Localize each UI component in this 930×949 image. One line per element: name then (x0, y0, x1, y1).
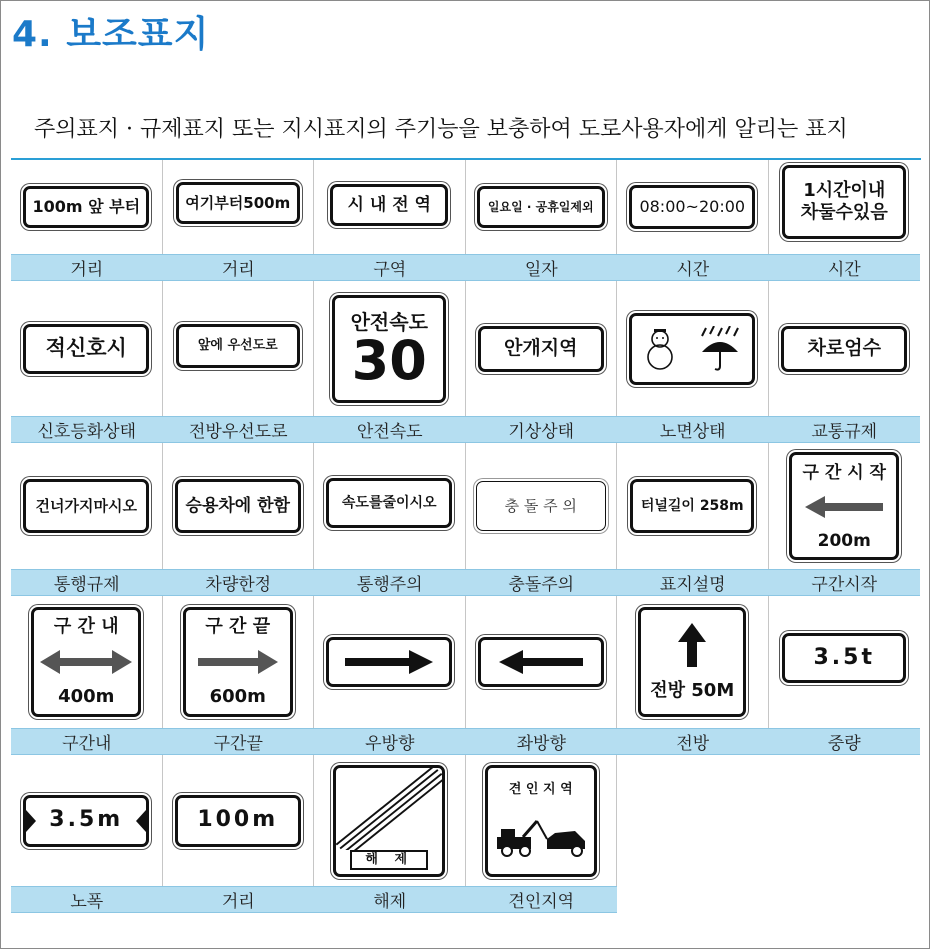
sign-caption: 교통규제 (769, 416, 921, 443)
sign-row (11, 596, 921, 755)
left-triangle-icon (26, 810, 36, 832)
tow-truck-icon (493, 815, 589, 859)
sign-caption: 견인지역 (466, 886, 618, 913)
sign-line: 200m (817, 530, 871, 551)
plate-sign (782, 165, 906, 239)
plate-sign (789, 452, 899, 560)
sign-caption: 좌방향 (466, 728, 618, 755)
plate-sign: 3.5t (782, 633, 906, 683)
right-arrow-icon (343, 649, 435, 675)
intro-text: 주의표지 · 규제표지 또는 지시표지의 주기능을 보충하여 도로사용자에게 알리는 표지 (34, 117, 848, 142)
plate-sign (31, 607, 141, 717)
sign-line: 600m (209, 686, 266, 708)
section-title: 4. 보조표지 (12, 14, 210, 55)
sign-cell (466, 596, 618, 755)
speed-value: 30 (351, 328, 427, 392)
sign-caption: 구역 (314, 254, 466, 281)
sign-cell (163, 281, 315, 443)
plate-sign: 건너가지마시오 (23, 479, 149, 533)
plate-sign (638, 607, 746, 717)
plate-sign: 앞에 우선도로 (176, 324, 300, 368)
sign-caption: 해제 (314, 886, 466, 913)
plate-sign: 승용차에 한함 (175, 479, 301, 533)
sign-line: 안전속도 (350, 309, 428, 334)
left-arrow-icon (803, 494, 885, 520)
sign-caption: 거리 (11, 254, 163, 281)
sign-line: 전방 50M (650, 680, 735, 702)
sign-caption: 노폭 (11, 886, 163, 913)
plate-sign: 터널길이 258m (630, 479, 754, 533)
diagonal-stripes-icon (336, 768, 442, 850)
sign-line: 구 간 시 작 (802, 463, 886, 483)
sign-cell (769, 596, 921, 755)
up-arrow-icon (677, 622, 707, 668)
sign-caption: 전방우선도로 (163, 416, 315, 443)
sign-cell (11, 281, 163, 443)
sign-line: 구 간 내 (53, 616, 119, 637)
sign-cell (163, 596, 315, 755)
sign-row (11, 160, 921, 281)
sign-caption: 충돌주의 (466, 569, 618, 596)
plate-sign: 100m 앞 부터 (23, 186, 149, 228)
sign-caption: 통행주의 (314, 569, 466, 596)
sign-line: 400m (58, 686, 115, 708)
sign-caption: 일자 (466, 254, 618, 281)
sign-cell (617, 160, 769, 281)
plate-sign: 08:00~20:00 (629, 185, 755, 229)
sign-caption: 표지설명 (617, 569, 769, 596)
empty-cell (617, 755, 769, 913)
sign-cell (769, 281, 921, 443)
double-arrow-icon (38, 648, 134, 676)
sign-caption: 통행규제 (11, 569, 163, 596)
sign-cell (314, 443, 466, 596)
plate-sign (326, 637, 452, 687)
plate-sign (333, 765, 445, 877)
sign-caption: 차량한정 (163, 569, 315, 596)
sign-cell (617, 443, 769, 596)
sign-cell (163, 443, 315, 596)
sign-row (11, 281, 921, 443)
sign-cell (769, 160, 921, 281)
sign-cell (163, 755, 315, 913)
plate-sign (23, 795, 149, 847)
sign-cell (466, 443, 618, 596)
sign-line: 1시간이내 (803, 180, 886, 202)
sign-cell (466, 281, 618, 443)
sign-caption: 기상상태 (466, 416, 618, 443)
sign-caption: 안전속도 (314, 416, 466, 443)
umbrella-rain-icon (698, 326, 742, 372)
sign-line: 견 인 지 역 (508, 782, 573, 798)
sign-caption: 신호등화상태 (11, 416, 163, 443)
sign-caption: 구간시작 (769, 569, 921, 596)
sign-caption: 시간 (769, 254, 921, 281)
sign-cell (314, 755, 466, 913)
plate-sign: 충 돌 주 의 (476, 481, 606, 531)
plate-sign: 안개지역 (478, 326, 604, 372)
sign-cell (11, 443, 163, 596)
sign-caption: 시간 (617, 254, 769, 281)
plate-sign (183, 607, 293, 717)
sign-row (11, 755, 921, 913)
sign-cell (314, 160, 466, 281)
plate-sign (478, 637, 604, 687)
sign-line: 3.5m (49, 807, 124, 833)
release-label: 해 제 (350, 850, 428, 870)
right-triangle-icon (136, 810, 146, 832)
plate-sign: 여기부터500m (176, 182, 300, 224)
sign-cell (617, 281, 769, 443)
plate-sign: 차로엄수 (781, 326, 907, 372)
plate-sign: 속도를줄이시오 (326, 478, 452, 528)
sign-caption: 전방 (617, 728, 769, 755)
sign-caption: 우방향 (314, 728, 466, 755)
plate-sign: 일요일 · 공휴일제외 (477, 186, 605, 228)
sign-caption: 중량 (769, 728, 921, 755)
sign-cell (466, 755, 618, 913)
sign-cell (617, 596, 769, 755)
plate-sign (332, 295, 446, 403)
plate-sign: 100m (175, 795, 301, 847)
sign-cell (11, 596, 163, 755)
sign-caption: 거리 (163, 254, 315, 281)
sign-cell (314, 281, 466, 443)
left-arrow-icon (497, 649, 585, 675)
sign-cell (163, 160, 315, 281)
empty-cell (769, 755, 921, 913)
sign-cell (314, 596, 466, 755)
right-arrow-icon (196, 648, 280, 676)
sign-caption: 노면상태 (617, 416, 769, 443)
sign-caption: 거리 (163, 886, 315, 913)
sign-cell (11, 755, 163, 913)
sign-line: 구 간 끝 (205, 616, 271, 637)
sign-cell (11, 160, 163, 281)
plate-sign: 시 내 전 역 (330, 184, 448, 226)
sign-line: 차둘수있음 (800, 202, 888, 223)
plate-sign: 적신호시 (23, 324, 149, 374)
sign-cell (769, 443, 921, 596)
plate-sign (485, 765, 597, 877)
sign-row (11, 443, 921, 596)
sign-cell (466, 160, 618, 281)
plate-sign (629, 313, 755, 385)
sign-caption: 구간끝 (163, 728, 315, 755)
sign-caption: 구간내 (11, 728, 163, 755)
sign-grid (11, 160, 921, 913)
snowman-icon (642, 327, 678, 371)
